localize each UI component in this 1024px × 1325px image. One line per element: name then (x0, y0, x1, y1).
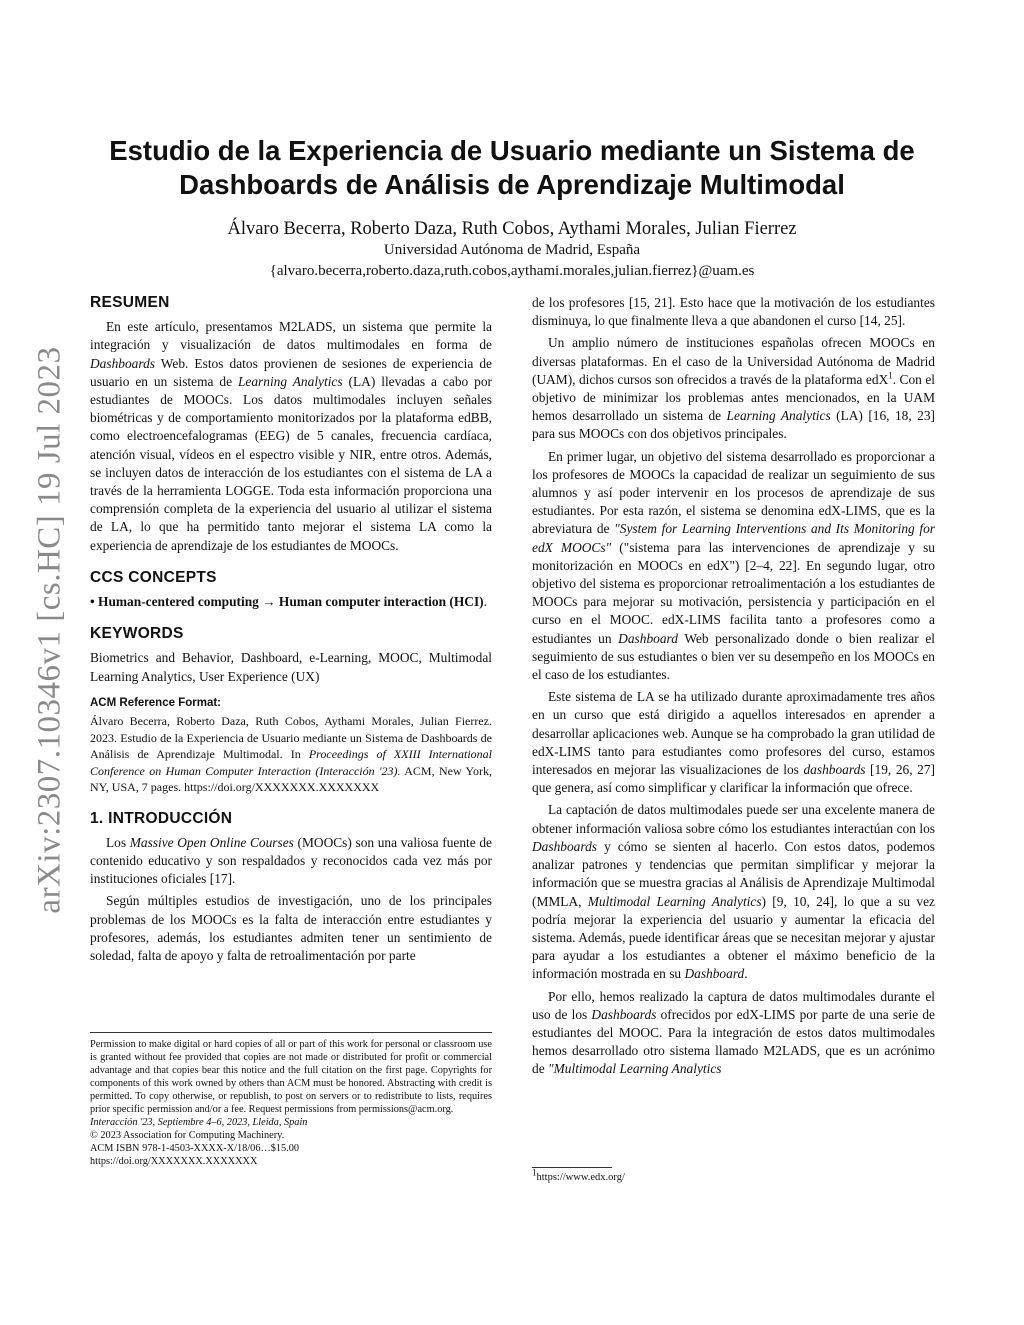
right-column (532, 294, 935, 1083)
paragraph-institutions: Un amplio número de instituciones españolas ofrecen MOOCs en diversas plataformas. En el caso de la Universidad Autónoma de Madrid (UAM), dichos cursos son ofrecidos a través de la plataforma edX$^1$. Con el objetivo de minimizar los problemas antes mencionados, en la UAM hemos desarrollado un sistema de Learning Analytics (LA) [16, 18, 23] para sus MOOCs con dos objetivos principales. (532, 335, 936, 442)
ccs-concepts: • Human-centered computing → Human computer interaction (HCI). (90, 594, 487, 610)
arxiv-identifier: arXiv:2307.10346v1 [cs.HC] 19 Jul 2023 (31, 346, 68, 914)
keywords-heading: KEYWORDS (90, 625, 184, 643)
intro-paragraph-2: Según múltiples estudios de investigación, uno de los principales problemas de los MOOCs es la falta de interacción entre estudiantes y profesores, además, los estudiantes admiten tener un sentimiento de soledad, falta de apoyo y falta de retroalimentación por parte (90, 893, 492, 963)
permission-notice (90, 1038, 492, 1168)
intro-paragraph-1: Los Massive Open Online Courses (MOOCs) son una valiosa fuente de contenido educativo y son respaldados y reconocidos cada vez más por instituciones oficiales [17]. (90, 834, 492, 887)
ccs-heading: CCS CONCEPTS (90, 568, 217, 586)
footnote-link[interactable]: https://www.edx.org/ (536, 1172, 625, 1183)
conference-info: Interacción '23, Septiembre 4–6, 2023, Lleida, Spain (90, 1117, 308, 1128)
footnote: $^1$https://www.edx.org/ (532, 1167, 625, 1183)
doi-line: https://doi.org/XXXXXXX.XXXXXXX (90, 1156, 258, 1167)
title-line-1: Estudio de la Experiencia de Usuario mediante un Sistema de (109, 135, 915, 166)
affiliation: Universidad Autónoma de Madrid, España (383, 242, 641, 258)
abstract-text: En este artículo, presentamos M2LADS, un sistema que permite la integración y visualización de datos multimodales en forma de Dashboards Web. Estos datos provienen de sesiones de experiencia de usuario en un sistema de Learning Analytics (LA) llevadas a cabo por estudiantes de MOOCs. Los datos multimodales incluyen señales biométricas y de comportamiento monitorizados por la plataforma edBB, como electroencefalogramas (EEG) de 5 canales, frecuencia cardíaca, atención visual, vídeos en el espectro visible y NIR, entre otros. Además, se incluyen datos de interacción de los estudiantes con el sistema de LA a través de la herramienta LOGGE. Toda esta información proporciona una comprensión completa de la experiencia del usuario al utilizar el sistema de LA, lo que ha permitido tanto mejorar el sistema LA como la experiencia de aprendizaje de los estudiantes de MOOCs. (90, 319, 492, 553)
title-line-2: Dashboards de Análisis de Aprendizaje Multimodal (179, 169, 845, 200)
isbn-line: ACM ISBN 978-1-4503-XXXX-X/18/06…$15.00 (90, 1143, 300, 1154)
author-list: Álvaro Becerra, Roberto Daza, Ruth Cobos, Aythami Morales, Julian Fierrez (227, 219, 797, 239)
paragraph-objectives: En primer lugar, un objetivo del sistema desarrollado es proporcionar a los profesores de MOOCs la capacidad de realizar un seguimiento de sus alumnos y así poder intervenir en los procesos de aprendizaje de sus estudiantes. Por esta razón, el sistema se denomina edX-LIMS, que es la abreviatura de "System for Learning Interventions and Its Monitoring for edX MOOCs" ("sistema para las intervenciones de aprendizaje y su monitorización en MOOCs en edX") [2–4, 22]. En segundo lugar, otro objetivo del sistema es proporcionar retroalimentación a los estudiantes de MOOCs para mejorar su motivación, persistencia y participación en el curso en el MOOC. edX-LIMS facilita tanto a profesores como a estudiantes un Dashboard Web personalizado donde o bien realizar el seguimiento de sus estudiantes o bien ver su desempeño en los MOOCs en el caso de los estudiantes. (532, 448, 935, 683)
permission-divider (90, 1032, 492, 1033)
intro-continuation: de los profesores [15, 21]. Esto hace que la motivación de los estudiantes disminuya, lo que finalmente lleva a que abandonen el curso [14, 25]. (532, 295, 935, 329)
acm-reference-heading: ACM Reference Format: (90, 696, 221, 709)
paragraph-m2lads: Por ello, hemos realizado la captura de datos multimodales durante el uso de los Dashboards ofrecidos por edX-LIMS por parte de una serie de estudiantes del MOOC. Para la integración de estos datos multimodales hemos desarrollado otro sistema llamado M2LADS, que es un acrónimo de "Multimodal Learning Analytics (532, 988, 935, 1077)
arxiv-sidebar (28, 300, 72, 960)
left-column (90, 294, 492, 969)
copyright-line: © 2023 Association for Computing Machinery. (90, 1130, 285, 1141)
permission-text: Permission to make digital or hard copies of all or part of this work for personal or classroom use is granted without fee provided that copies are not made or distributed for profit or commercial advantage and that copies bear this notice and the full citation on the first page. Copyrights for components of this work owned by others than ACM must be honored. Abstracting with credit is permitted. To copy otherwise, or republish, to post on servers or to redistribute to lists, requires prior specific permission and/or a fee. Request permissions from permissions@acm.org. (90, 1039, 492, 1115)
paragraph-la-system: Este sistema de LA se ha utilizado durante aproximadamente tres años en un curso que está dirigido a aquellos interesados en aprender a desarrollar aplicaciones web. Aunque se ha comprobado la gran utilidad de edX-LIMS tanto para estudiantes como profesores del curso, estamos interesados en mejorar las visualizaciones de los dashboards [19, 26, 27] que genera, así como simplificar y clarificar la información que ofrece. (532, 689, 935, 796)
footnote-ref: 1 (888, 370, 893, 381)
keywords-text: Biometrics and Behavior, Dashboard, e-Learning, MOOC, Multimodal Learning Analytics, User Experience (UX) (90, 650, 492, 684)
abstract-heading: RESUMEN (90, 294, 170, 311)
author-emails: {alvaro.becerra,roberto.daza,ruth.cobos,aythami.morales,julian.fierrez}@uam.es (269, 263, 755, 279)
acm-reference-text: Álvaro Becerra, Roberto Daza, Ruth Cobos, Aythami Morales, Julian Fierrez. 2023. Estudio de la Experiencia de Usuario mediante un Sistema de Dashboards de Análisis de Aprendizaje Multimodal. In Proceedings of XXIII International Conference on Human Computer Interaction (Interacción '23). ACM, New York, NY, USA, 7 pages. https://doi.org/XXXXXXX.XXXXXXX (90, 714, 492, 795)
paragraph-multimodal: La captación de datos multimodales puede ser una excelente manera de obtener información valiosa sobre cómo los estudiantes interactúan con los Dashboards y cómo se sienten al hacerlo. Con estos datos, podemos analizar patrones y tendencias que permitan simplificar y mejorar la información que se muestra gracias al Análisis de Aprendizaje Multimodal (MMLA, Multimodal Learning Analytics) [9, 10, 24], lo que a su vez podría mejorar la experiencia del usuario y aumentar la eficacia del sistema. Además, puede identificar áreas que se necesitan mejorar y ajustar para ayudar a los estudiantes a obtener el máximo beneficio de la información mostrada en su Dashboard. (532, 802, 935, 982)
intro-heading: 1. INTRODUCCIÓN (90, 809, 233, 827)
footnote-divider (532, 1167, 612, 1168)
paper-title (90, 134, 934, 202)
